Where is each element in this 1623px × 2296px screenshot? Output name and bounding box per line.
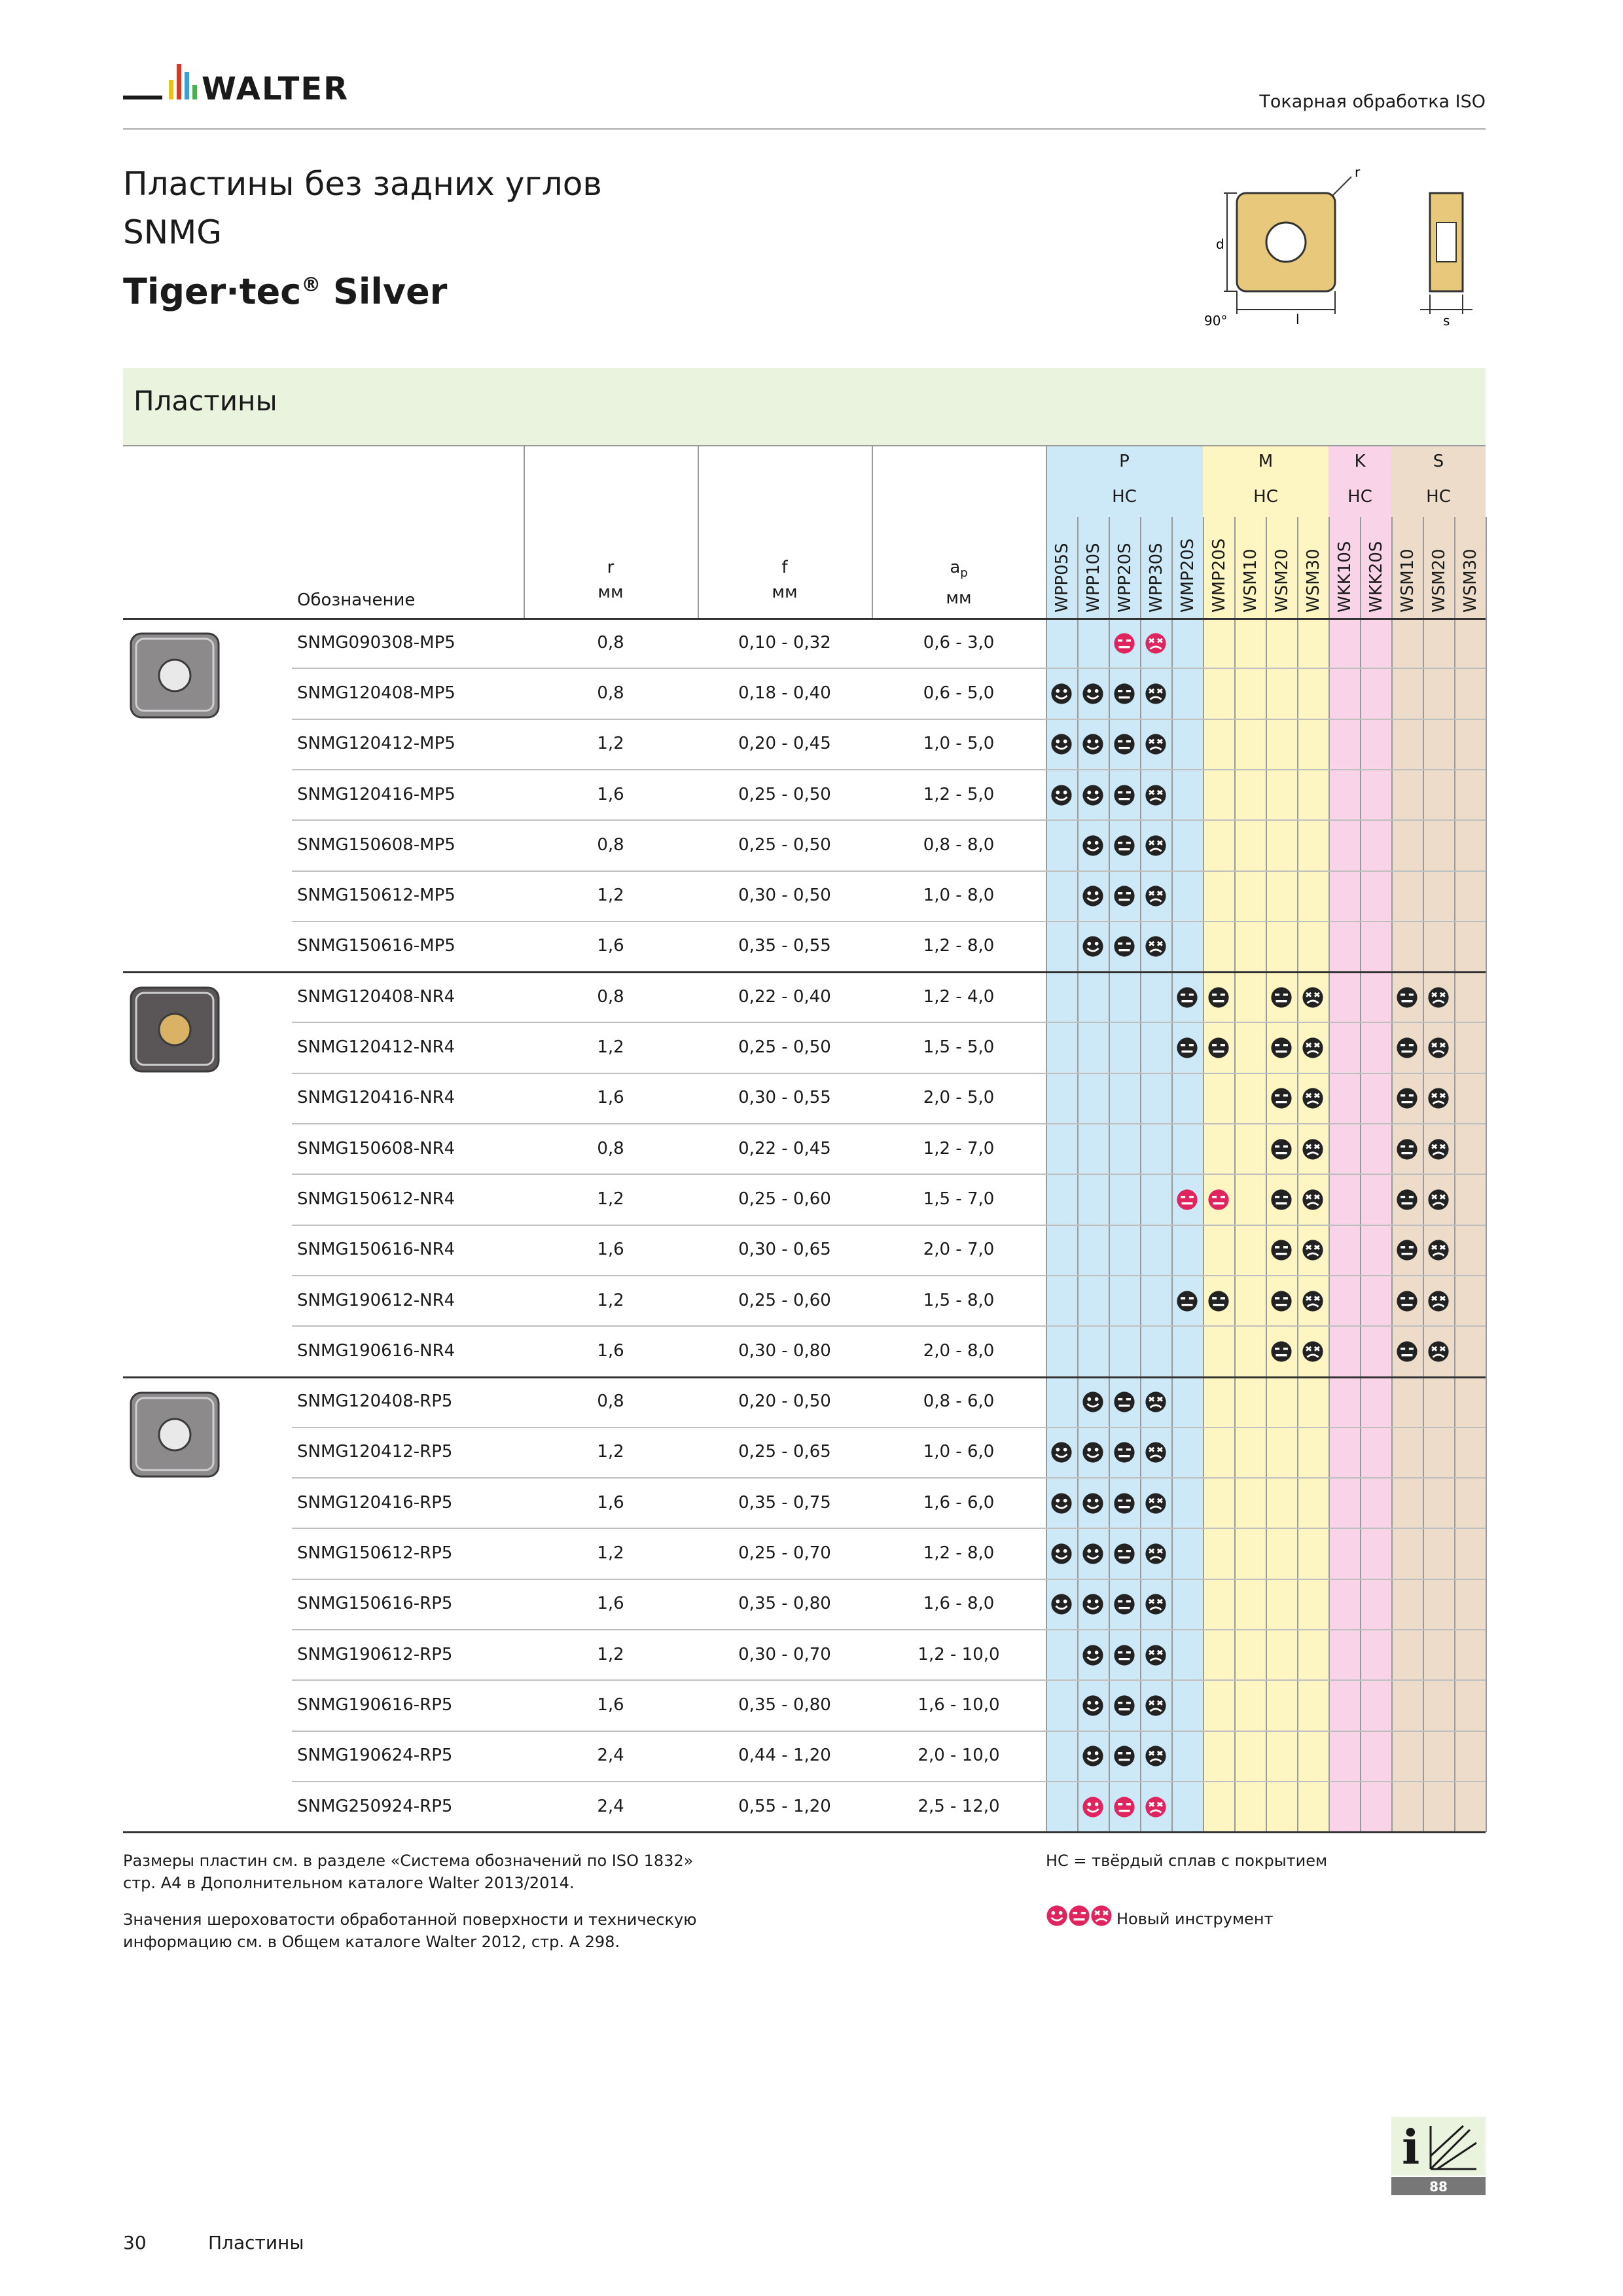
group-name-k: K	[1354, 452, 1366, 471]
suitability-icon	[1082, 834, 1104, 857]
suitability-icon	[1145, 834, 1167, 857]
row-divider	[292, 668, 1486, 669]
row-designation: SNMG120412-NR4	[297, 1037, 455, 1058]
suitability-icon	[1396, 986, 1418, 1009]
row-f: 0,55 - 1,20	[738, 1796, 831, 1816]
grade-label: WMP20S	[1209, 538, 1229, 613]
row-r: 2,4	[597, 1796, 624, 1816]
group-name-m: M	[1258, 452, 1274, 471]
grade-label: WSM30	[1461, 548, 1480, 613]
header-divider	[123, 128, 1486, 130]
row-ap: 1,2 - 10,0	[918, 1644, 1000, 1664]
suitability-icon	[1082, 1391, 1104, 1413]
row-f: 0,10 - 0,32	[738, 632, 831, 653]
suitability-icon	[1145, 1441, 1167, 1463]
suitability-icon	[1176, 1189, 1198, 1211]
page-title: Пластины без задних углов	[123, 165, 602, 203]
row-divider	[292, 1073, 1486, 1074]
row-designation: SNMG250924-RP5	[297, 1796, 453, 1816]
row-f: 0,35 - 0,75	[738, 1492, 831, 1513]
suitability-icon	[1113, 885, 1135, 907]
row-designation: SNMG120416-NR4	[297, 1088, 455, 1108]
row-f: 0,25 - 0,60	[738, 1189, 831, 1209]
suitability-icon	[1427, 986, 1450, 1009]
suitability-icon	[1113, 1745, 1135, 1767]
row-f: 0,44 - 1,20	[738, 1746, 831, 1766]
row-r: 0,8	[597, 683, 624, 703]
row-ap: 0,6 - 3,0	[923, 632, 995, 653]
row-ap: 2,5 - 12,0	[918, 1796, 1000, 1816]
row-divider	[292, 1174, 1486, 1175]
row-divider	[292, 1781, 1486, 1782]
new-tool-legend: Новый инструмент	[1046, 1905, 1274, 1933]
suitability-icon	[1427, 1340, 1450, 1363]
suitability-icon	[1145, 885, 1167, 907]
suitability-icon	[1302, 986, 1324, 1009]
suitability-icon	[1176, 1037, 1198, 1059]
grade-label: WPP05S	[1052, 543, 1072, 613]
grade-label: WMP20S	[1178, 538, 1198, 613]
row-divider	[123, 1831, 1486, 1833]
row-divider	[292, 1275, 1486, 1276]
svg-text:l: l	[1296, 312, 1300, 327]
row-r: 1,6	[597, 1340, 624, 1361]
row-r: 1,6	[597, 1240, 624, 1260]
row-f: 0,22 - 0,45	[738, 1138, 831, 1158]
row-ap: 1,0 - 8,0	[923, 886, 995, 906]
row-r: 1,2	[597, 886, 624, 906]
row-f: 0,20 - 0,50	[738, 1391, 831, 1412]
suitability-icon	[1082, 733, 1104, 755]
group-name-p: P	[1119, 452, 1130, 471]
suitability-icon	[1050, 1441, 1073, 1463]
row-divider	[292, 1629, 1486, 1630]
svg-text:s: s	[1443, 313, 1450, 329]
row-f: 0,30 - 0,55	[738, 1088, 831, 1108]
header-ap: $a_p$ мм	[946, 558, 972, 609]
row-divider	[292, 1731, 1486, 1732]
suitability-icon	[1082, 1441, 1104, 1463]
suitability-icon	[1145, 935, 1167, 958]
suitability-icon	[1082, 885, 1104, 907]
row-r: 0,8	[597, 1391, 624, 1412]
suitability-icon	[1050, 1593, 1073, 1615]
suitability-icon	[1302, 1189, 1324, 1211]
suitability-icon	[1270, 1290, 1293, 1312]
row-divider	[292, 1679, 1486, 1681]
suitability-icon	[1145, 1492, 1167, 1515]
suitability-icon	[1145, 1695, 1167, 1717]
insert-photo	[126, 626, 224, 724]
row-designation: SNMG150616-NR4	[297, 1240, 455, 1260]
row-ap: 0,8 - 8,0	[923, 834, 995, 855]
suitability-icon	[1427, 1138, 1450, 1160]
grade-label: WKK20S	[1366, 541, 1386, 613]
row-divider	[292, 1477, 1486, 1479]
row-r: 1,2	[597, 1442, 624, 1462]
row-divider	[292, 1528, 1486, 1529]
suitability-icon	[1113, 1593, 1135, 1615]
row-f: 0,30 - 0,70	[738, 1644, 831, 1664]
section-band-label: Пластины	[134, 385, 277, 417]
row-f: 0,35 - 0,80	[738, 1695, 831, 1715]
suitability-icon	[1113, 784, 1135, 806]
suitability-icon	[1113, 1391, 1135, 1413]
suitability-icon	[1207, 1189, 1230, 1211]
footer-section: Пластины	[208, 2232, 304, 2253]
new-tool-icons	[1046, 1905, 1113, 1933]
row-r: 1,6	[597, 1695, 624, 1715]
row-r: 1,6	[597, 936, 624, 956]
row-r: 1,2	[597, 1189, 624, 1209]
hc-legend: HC = твёрдый сплав с покрытием	[1046, 1852, 1328, 1870]
row-f: 0,25 - 0,70	[738, 1543, 831, 1564]
row-r: 1,6	[597, 1088, 624, 1108]
row-ap: 1,5 - 8,0	[923, 1290, 995, 1310]
header-f: f мм	[772, 558, 798, 602]
suitability-icon	[1302, 1087, 1324, 1109]
row-r: 1,6	[597, 784, 624, 804]
row-r: 1,2	[597, 1543, 624, 1564]
insert-photo	[126, 980, 224, 1078]
reference-badge	[1391, 2117, 1486, 2195]
group-sub-p: HC	[1112, 487, 1137, 507]
suitability-icon	[1145, 733, 1167, 755]
row-f: 0,20 - 0,45	[738, 734, 831, 754]
suitability-icon	[1207, 1290, 1230, 1312]
suitability-icon	[1113, 1441, 1135, 1463]
suitability-icon	[1145, 683, 1167, 705]
suitability-icon	[1050, 784, 1073, 806]
row-ap: 1,5 - 5,0	[923, 1037, 995, 1058]
suitability-icon	[1302, 1037, 1324, 1059]
row-f: 0,35 - 0,80	[738, 1594, 831, 1614]
row-divider	[292, 1325, 1486, 1327]
product-line: Tiger·tec® Silver	[123, 271, 448, 312]
suitability-icon	[1113, 683, 1135, 705]
row-ap: 2,0 - 5,0	[923, 1088, 995, 1108]
row-designation: SNMG150612-NR4	[297, 1189, 455, 1209]
row-r: 0,8	[597, 632, 624, 653]
row-r: 1,2	[597, 734, 624, 754]
row-ap: 1,6 - 10,0	[918, 1695, 1000, 1715]
row-divider	[292, 1427, 1486, 1428]
row-f: 0,25 - 0,50	[738, 784, 831, 804]
suitability-icon	[1145, 632, 1167, 655]
suitability-icon	[1113, 733, 1135, 755]
suitability-icon	[1145, 1543, 1167, 1565]
row-f: 0,25 - 0,65	[738, 1442, 831, 1462]
row-designation: SNMG120416-RP5	[297, 1492, 453, 1513]
row-ap: 1,5 - 7,0	[923, 1189, 995, 1209]
suitability-icon	[1207, 1037, 1230, 1059]
row-designation: SNMG090308-MP5	[297, 632, 455, 653]
suitability-icon	[1176, 986, 1198, 1009]
suitability-icon	[1396, 1239, 1418, 1261]
row-r: 2,4	[597, 1746, 624, 1766]
suitability-icon	[1396, 1087, 1418, 1109]
row-divider	[292, 1225, 1486, 1226]
grade-label: WPP20S	[1115, 543, 1135, 613]
row-r: 1,2	[597, 1290, 624, 1310]
suitability-icon	[1270, 1037, 1293, 1059]
suitability-icon	[1145, 1391, 1167, 1413]
suitability-icon	[1082, 1492, 1104, 1515]
suitability-icon	[1082, 1745, 1104, 1767]
suitability-icon	[1302, 1138, 1324, 1160]
suitability-icon	[1427, 1087, 1450, 1109]
row-designation: SNMG190624-RP5	[297, 1746, 453, 1766]
row-ap: 2,0 - 8,0	[923, 1340, 995, 1361]
grade-label: WSM10	[1398, 548, 1418, 613]
grade-label: WSM20	[1272, 548, 1292, 613]
suitability-icon	[1082, 1695, 1104, 1717]
row-f: 0,25 - 0,50	[738, 834, 831, 855]
row-ap: 2,0 - 10,0	[918, 1746, 1000, 1766]
section-band	[123, 368, 1486, 445]
suitability-icon	[1396, 1189, 1418, 1211]
section-tag: Токарная обработка ISO	[1259, 92, 1486, 112]
suitability-icon	[1050, 733, 1073, 755]
suitability-icon	[1113, 834, 1135, 857]
row-ap: 1,2 - 8,0	[923, 936, 995, 956]
suitability-icon	[1270, 1138, 1293, 1160]
insert-geometry-drawing	[1198, 160, 1486, 337]
row-designation: SNMG150608-NR4	[297, 1138, 455, 1158]
row-designation: SNMG120412-RP5	[297, 1442, 453, 1462]
suitability-icon	[1113, 632, 1135, 655]
row-ap: 2,0 - 7,0	[923, 1240, 995, 1260]
svg-text:90°: 90°	[1204, 313, 1228, 329]
suitability-icon	[1050, 1543, 1073, 1565]
suitability-icon	[1082, 784, 1104, 806]
grade-label: WSM30	[1304, 548, 1323, 613]
suitability-icon	[1270, 1189, 1293, 1211]
suitability-icon	[1050, 1492, 1073, 1515]
brand-text: WALTER	[202, 71, 349, 107]
row-ap: 0,6 - 5,0	[923, 683, 995, 703]
row-r: 1,2	[597, 1037, 624, 1058]
suitability-icon	[1176, 1290, 1198, 1312]
reference-number: 88	[1429, 2179, 1448, 2195]
row-divider	[292, 819, 1486, 821]
row-designation: SNMG150616-RP5	[297, 1594, 453, 1614]
row-designation: SNMG190612-RP5	[297, 1644, 453, 1664]
suitability-icon	[1396, 1340, 1418, 1363]
suitability-icon	[1082, 1796, 1104, 1818]
row-ap: 1,6 - 8,0	[923, 1594, 995, 1614]
suitability-icon	[1427, 1290, 1450, 1312]
row-f: 0,22 - 0,40	[738, 986, 831, 1007]
row-ap: 0,8 - 6,0	[923, 1391, 995, 1412]
row-designation: SNMG120412-MP5	[297, 734, 455, 754]
header-designation: Обозначение	[297, 590, 416, 610]
row-designation: SNMG120416-MP5	[297, 784, 455, 804]
suitability-icon	[1396, 1037, 1418, 1059]
suitability-icon	[1302, 1340, 1324, 1363]
suitability-icon	[1302, 1290, 1324, 1312]
row-divider	[292, 870, 1486, 872]
suitability-icon	[1113, 1543, 1135, 1565]
row-divider	[292, 1579, 1486, 1580]
row-f: 0,25 - 0,60	[738, 1290, 831, 1310]
row-designation: SNMG150608-MP5	[297, 834, 455, 855]
row-ap: 1,2 - 4,0	[923, 986, 995, 1007]
row-designation: SNMG150612-RP5	[297, 1543, 453, 1564]
row-designation: SNMG190616-RP5	[297, 1695, 453, 1715]
row-f: 0,30 - 0,50	[738, 886, 831, 906]
row-designation: SNMG190612-NR4	[297, 1290, 455, 1310]
row-ap: 1,2 - 8,0	[923, 1543, 995, 1564]
row-divider	[292, 921, 1486, 922]
row-r: 0,8	[597, 834, 624, 855]
grade-label: WPP10S	[1084, 543, 1103, 613]
row-designation: SNMG190616-NR4	[297, 1340, 455, 1361]
suitability-icon	[1113, 1796, 1135, 1818]
table-top-line	[123, 445, 1486, 446]
row-ap: 1,0 - 5,0	[923, 734, 995, 754]
suitability-icon	[1427, 1189, 1450, 1211]
column-separator	[1046, 445, 1047, 618]
row-r: 1,6	[597, 1594, 624, 1614]
suitability-icon	[1207, 986, 1230, 1009]
row-f: 0,30 - 0,65	[738, 1240, 831, 1260]
walter-logo	[123, 60, 401, 115]
row-ap: 1,6 - 6,0	[923, 1492, 995, 1513]
row-r: 0,8	[597, 1138, 624, 1158]
row-designation: SNMG150612-MP5	[297, 886, 455, 906]
suitability-icon	[1396, 1290, 1418, 1312]
row-ap: 1,2 - 5,0	[923, 784, 995, 804]
suitability-icon	[1082, 935, 1104, 958]
row-divider	[123, 971, 1486, 973]
suitability-icon	[1302, 1239, 1324, 1261]
suitability-icon	[1145, 1644, 1167, 1666]
row-divider	[292, 1123, 1486, 1124]
insert-photo	[126, 1385, 224, 1483]
row-designation: SNMG120408-RP5	[297, 1391, 453, 1412]
suitability-icon	[1145, 784, 1167, 806]
suitability-icon	[1082, 1593, 1104, 1615]
row-r: 1,2	[597, 1644, 624, 1664]
suitability-icon	[1113, 1644, 1135, 1666]
suitability-icon	[1270, 1087, 1293, 1109]
group-name-s: S	[1433, 452, 1444, 471]
page-number: 30	[123, 2232, 147, 2253]
inserts-table	[123, 445, 1486, 1843]
page-subtitle: SNMG	[123, 213, 223, 251]
row-f: 0,30 - 0,80	[738, 1340, 831, 1361]
row-divider	[123, 1376, 1486, 1378]
suitability-icon	[1082, 683, 1104, 705]
row-ap: 1,2 - 7,0	[923, 1138, 995, 1158]
row-designation: SNMG150616-MP5	[297, 936, 455, 956]
header-r: r мм	[597, 558, 624, 602]
suitability-icon	[1082, 1644, 1104, 1666]
footnote-roughness: Значения шероховатости обработанной поверхности и техническую информацию см. в Общем каталоге Walter 2012, стр. A 298.	[123, 1910, 697, 1951]
row-r: 1,6	[597, 1492, 624, 1513]
row-divider	[292, 769, 1486, 770]
suitability-icon	[1396, 1138, 1418, 1160]
row-divider	[292, 719, 1486, 720]
suitability-icon	[1145, 1593, 1167, 1615]
suitability-icon	[1145, 1796, 1167, 1818]
suitability-icon	[1427, 1239, 1450, 1261]
grade-separator	[1486, 517, 1487, 1832]
row-ap: 1,0 - 6,0	[923, 1442, 995, 1462]
grade-label: WSM20	[1429, 548, 1449, 613]
grade-separator	[1046, 445, 1047, 1832]
grade-label: WKK10S	[1335, 541, 1355, 613]
info-icon: i	[1402, 2119, 1420, 2175]
suitability-icon	[1113, 935, 1135, 958]
suitability-icon	[1270, 1340, 1293, 1363]
group-sub-m: HC	[1253, 487, 1278, 507]
suitability-icon	[1113, 1695, 1135, 1717]
suitability-icon	[1270, 986, 1293, 1009]
suitability-icon	[1050, 683, 1073, 705]
suitability-icon	[1145, 1745, 1167, 1767]
row-divider	[292, 1022, 1486, 1023]
header-bottom-line	[123, 618, 1486, 620]
row-f: 0,25 - 0,50	[738, 1037, 831, 1058]
suitability-icon	[1113, 1492, 1135, 1515]
group-sub-s: HC	[1426, 487, 1451, 507]
row-f: 0,35 - 0,55	[738, 936, 831, 956]
grade-label: WSM10	[1241, 548, 1260, 613]
row-r: 0,8	[597, 986, 624, 1007]
svg-text:r: r	[1355, 164, 1361, 180]
group-sub-k: HC	[1347, 487, 1372, 507]
svg-text:d: d	[1216, 236, 1224, 252]
row-designation: SNMG120408-NR4	[297, 986, 455, 1007]
footnote-designation: Размеры пластин см. в разделе «Система обозначений по ISO 1832» стр. A4 в Дополнительном каталоге Walter 2013/2014.	[123, 1852, 694, 1892]
suitability-icon	[1082, 1543, 1104, 1565]
row-f: 0,18 - 0,40	[738, 683, 831, 703]
grade-label: WPP30S	[1147, 543, 1166, 613]
suitability-icon	[1427, 1037, 1450, 1059]
suitability-icon	[1270, 1239, 1293, 1261]
row-designation: SNMG120408-MP5	[297, 683, 455, 703]
